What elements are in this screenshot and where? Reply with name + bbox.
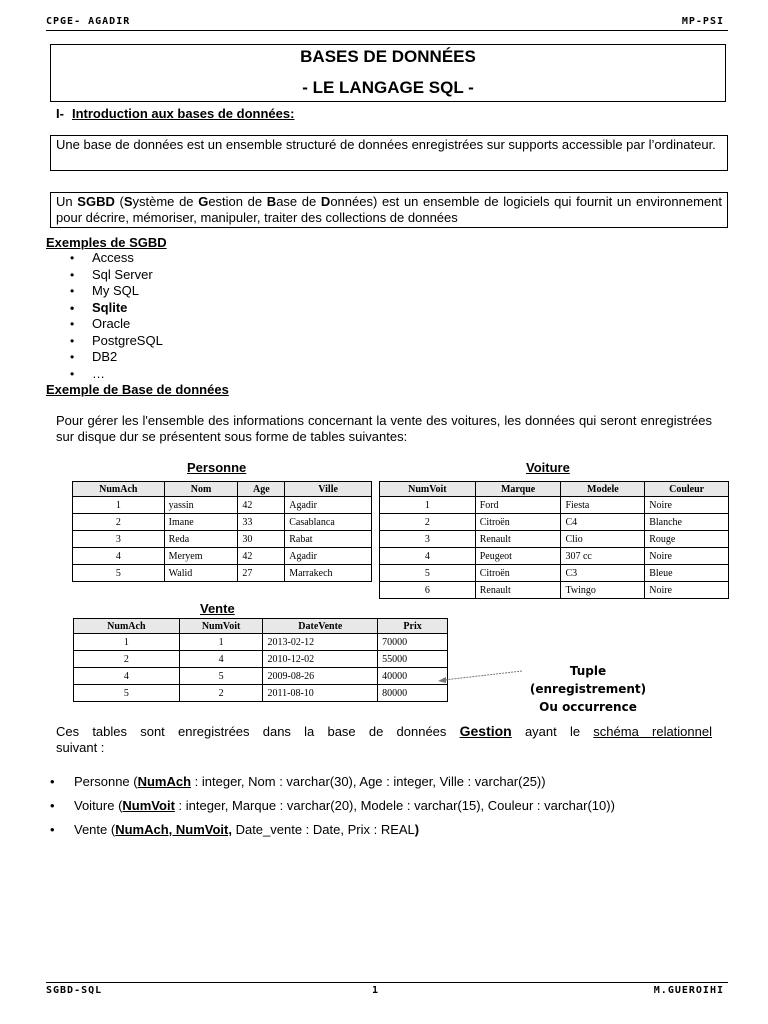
table-cell: 42	[238, 497, 285, 514]
list-item: • Sql Server	[70, 267, 163, 284]
table-cell: Renault	[475, 582, 561, 599]
table-cell: 42	[238, 548, 285, 565]
table-cell: Bleue	[645, 565, 729, 582]
list-item: • Access	[70, 250, 163, 267]
personne-caption: Personne	[187, 460, 247, 475]
tuple-arrow-icon	[436, 668, 526, 688]
footer-left: SGBD-SQL	[46, 985, 103, 996]
table-row	[74, 634, 448, 651]
personne-table	[72, 481, 372, 582]
column-header: NumVoit	[380, 482, 476, 497]
examples-sgbd-heading: Exemples de SGBD	[46, 235, 167, 250]
text-span: estion de	[208, 194, 267, 209]
schema-item-vente	[50, 818, 720, 842]
example-bd-heading: Exemple de Base de données	[46, 382, 229, 397]
table-cell: 2009-08-26	[263, 668, 378, 685]
schema-intro	[56, 723, 712, 756]
text-span: ayant le	[511, 724, 594, 739]
example-bd-text: Pour gérer les l'ensemble des informations concernant la vente des voitures, les données qui seront enregistrées sur disque dur se présentent sous forme de tables suivantes:	[56, 413, 712, 444]
table-cell: Rouge	[645, 531, 729, 548]
schema-term: schéma relationnel	[593, 724, 712, 739]
table-row	[73, 497, 372, 514]
text-span: ase de	[276, 194, 321, 209]
text-span: ystème de	[132, 194, 199, 209]
table-cell: Noire	[645, 497, 729, 514]
text-span: B	[266, 194, 277, 209]
column-header: Age	[238, 482, 285, 497]
header-right: MP-PSI	[681, 16, 724, 27]
text-span: : integer, Nom : varchar(30), Age : integer, Ville : varchar(25))	[191, 774, 546, 789]
table-cell: Citroën	[475, 565, 561, 582]
database-name: Gestion	[459, 723, 512, 739]
column-header: Modele	[561, 482, 645, 497]
schema-list	[50, 770, 720, 842]
text-span: NumAch, NumVoit,	[115, 822, 232, 837]
text-span: NumAch	[137, 774, 192, 789]
table-cell: Rabat	[285, 531, 372, 548]
header-left: CPGE- AGADIR	[46, 16, 131, 27]
text-span: D	[320, 194, 331, 209]
vente-table	[73, 618, 448, 702]
table-cell: Agadir	[285, 497, 372, 514]
table-cell: 40000	[378, 668, 448, 685]
table-cell: 30	[238, 531, 285, 548]
tuple-note-line2: Ou occurrence	[539, 700, 637, 714]
table-cell: 55000	[378, 651, 448, 668]
table-cell: 3	[380, 531, 476, 548]
document-subtitle: - LE LANGAGE SQL -	[302, 78, 474, 97]
text-span: onnées) est un ensemble de logiciels qui fournit un environnement pour décrire, mémoriser, manipuler, traiter des collections de données	[56, 194, 723, 225]
table-cell: 4	[73, 548, 165, 565]
column-header: NumAch	[73, 482, 165, 497]
text-span: NumVoit	[122, 798, 175, 813]
table-row	[73, 531, 372, 548]
table-cell: Ford	[475, 497, 561, 514]
column-header: DateVente	[263, 619, 378, 634]
table-row	[380, 582, 729, 599]
tuple-note-line1: Tuple (enregistrement)	[529, 664, 647, 696]
table-row	[73, 565, 372, 582]
column-header: Ville	[285, 482, 372, 497]
table-cell: Clio	[561, 531, 645, 548]
voiture-caption: Voiture	[526, 460, 570, 475]
table-header-row	[74, 619, 448, 634]
table-row	[380, 565, 729, 582]
schema-item-personne	[50, 770, 720, 794]
table-cell: Twingo	[561, 582, 645, 599]
table-cell: Noire	[645, 548, 729, 565]
table-cell: Meryem	[164, 548, 238, 565]
footer-right: M.GUEROIHI	[653, 985, 724, 996]
table-cell: Imane	[164, 514, 238, 531]
table-cell: Renault	[475, 531, 561, 548]
definition-sgbd-box	[50, 192, 728, 228]
table-cell: 1	[74, 634, 180, 651]
text-span: )	[414, 822, 420, 837]
table-cell: 2	[179, 685, 263, 702]
text-span: : integer, Marque : varchar(20), Modele : varchar(15), Couleur : varchar(10))	[174, 798, 615, 813]
table-row	[380, 548, 729, 565]
table-cell: 5	[74, 685, 180, 702]
table-cell: 4	[380, 548, 476, 565]
list-item: • PostgreSQL	[70, 333, 163, 350]
table-row	[74, 651, 448, 668]
table-cell: Blanche	[645, 514, 729, 531]
table-cell: 307 cc	[561, 548, 645, 565]
table-row	[380, 531, 729, 548]
table-cell: 3	[73, 531, 165, 548]
list-item: • …	[70, 366, 163, 383]
table-cell: 4	[179, 651, 263, 668]
table-cell: 5	[73, 565, 165, 582]
table-cell: 33	[238, 514, 285, 531]
text-span: Un	[56, 194, 78, 209]
table-header-row	[73, 482, 372, 497]
section-number: I-	[56, 106, 64, 121]
table-cell: 80000	[378, 685, 448, 702]
list-item: • Sqlite	[70, 300, 163, 317]
column-header: Prix	[378, 619, 448, 634]
table-cell: Marrakech	[285, 565, 372, 582]
document-title: BASES DE DONNÉES	[300, 47, 476, 66]
table-cell: 1	[380, 497, 476, 514]
table-cell: Reda	[164, 531, 238, 548]
vente-caption: Vente	[200, 601, 235, 616]
tuple-note	[522, 662, 654, 716]
table-cell: 2	[380, 514, 476, 531]
column-header: Couleur	[645, 482, 729, 497]
text-span: (	[114, 194, 124, 209]
list-item: • Oracle	[70, 316, 163, 333]
table-cell: 2013-02-12	[263, 634, 378, 651]
table-row	[73, 548, 372, 565]
footer-divider	[46, 982, 728, 983]
header-divider	[46, 30, 728, 31]
table-cell: 2	[74, 651, 180, 668]
column-header: Nom	[164, 482, 238, 497]
column-header: NumAch	[74, 619, 180, 634]
table-cell: 2011-08-10	[263, 685, 378, 702]
definition-bd-box: Une base de données est un ensemble structuré de données enregistrées sur supports accessible par l’ordinateur.	[50, 135, 728, 171]
table-cell: Casablanca	[285, 514, 372, 531]
table-cell: 27	[238, 565, 285, 582]
table-row	[380, 497, 729, 514]
column-header: Marque	[475, 482, 561, 497]
list-item: • DB2	[70, 349, 163, 366]
table-header-row	[380, 482, 729, 497]
voiture-table	[379, 481, 729, 599]
list-item: • My SQL	[70, 283, 163, 300]
text-span: G	[198, 194, 209, 209]
schema-item-voiture	[50, 794, 720, 818]
text-span: Date_vente : Date, Prix : REAL	[231, 822, 415, 837]
table-cell: 6	[380, 582, 476, 599]
table-cell: Peugeot	[475, 548, 561, 565]
section-label: Introduction aux bases de données:	[71, 106, 295, 121]
table-cell: C3	[561, 565, 645, 582]
sgbd-list	[70, 250, 163, 382]
section-heading	[56, 106, 294, 121]
table-row	[73, 514, 372, 531]
table-row	[74, 685, 448, 702]
title-box	[50, 44, 726, 102]
table-cell: Walid	[164, 565, 238, 582]
table-row	[74, 668, 448, 685]
column-header: NumVoit	[179, 619, 263, 634]
table-cell: 5	[380, 565, 476, 582]
table-cell: 2	[73, 514, 165, 531]
text-span: Voiture (	[74, 798, 123, 813]
table-cell: Agadir	[285, 548, 372, 565]
table-cell: yassin	[164, 497, 238, 514]
table-cell: C4	[561, 514, 645, 531]
table-cell: 1	[73, 497, 165, 514]
text-span: Vente (	[74, 822, 116, 837]
table-row	[380, 514, 729, 531]
table-cell: 4	[74, 668, 180, 685]
text-span: S	[123, 194, 133, 209]
table-cell: 70000	[378, 634, 448, 651]
table-cell: Citroën	[475, 514, 561, 531]
page-number: 1	[372, 985, 380, 996]
table-cell: Noire	[645, 582, 729, 599]
text-span: suivant :	[56, 740, 105, 755]
text-span: Ces tables sont enregistrées dans la base de données	[56, 724, 460, 739]
table-cell: Fiesta	[561, 497, 645, 514]
table-cell: 2010-12-02	[263, 651, 378, 668]
table-cell: 1	[179, 634, 263, 651]
text-span: SGBD	[77, 194, 115, 209]
table-cell: 5	[179, 668, 263, 685]
text-span: Personne (	[74, 774, 138, 789]
